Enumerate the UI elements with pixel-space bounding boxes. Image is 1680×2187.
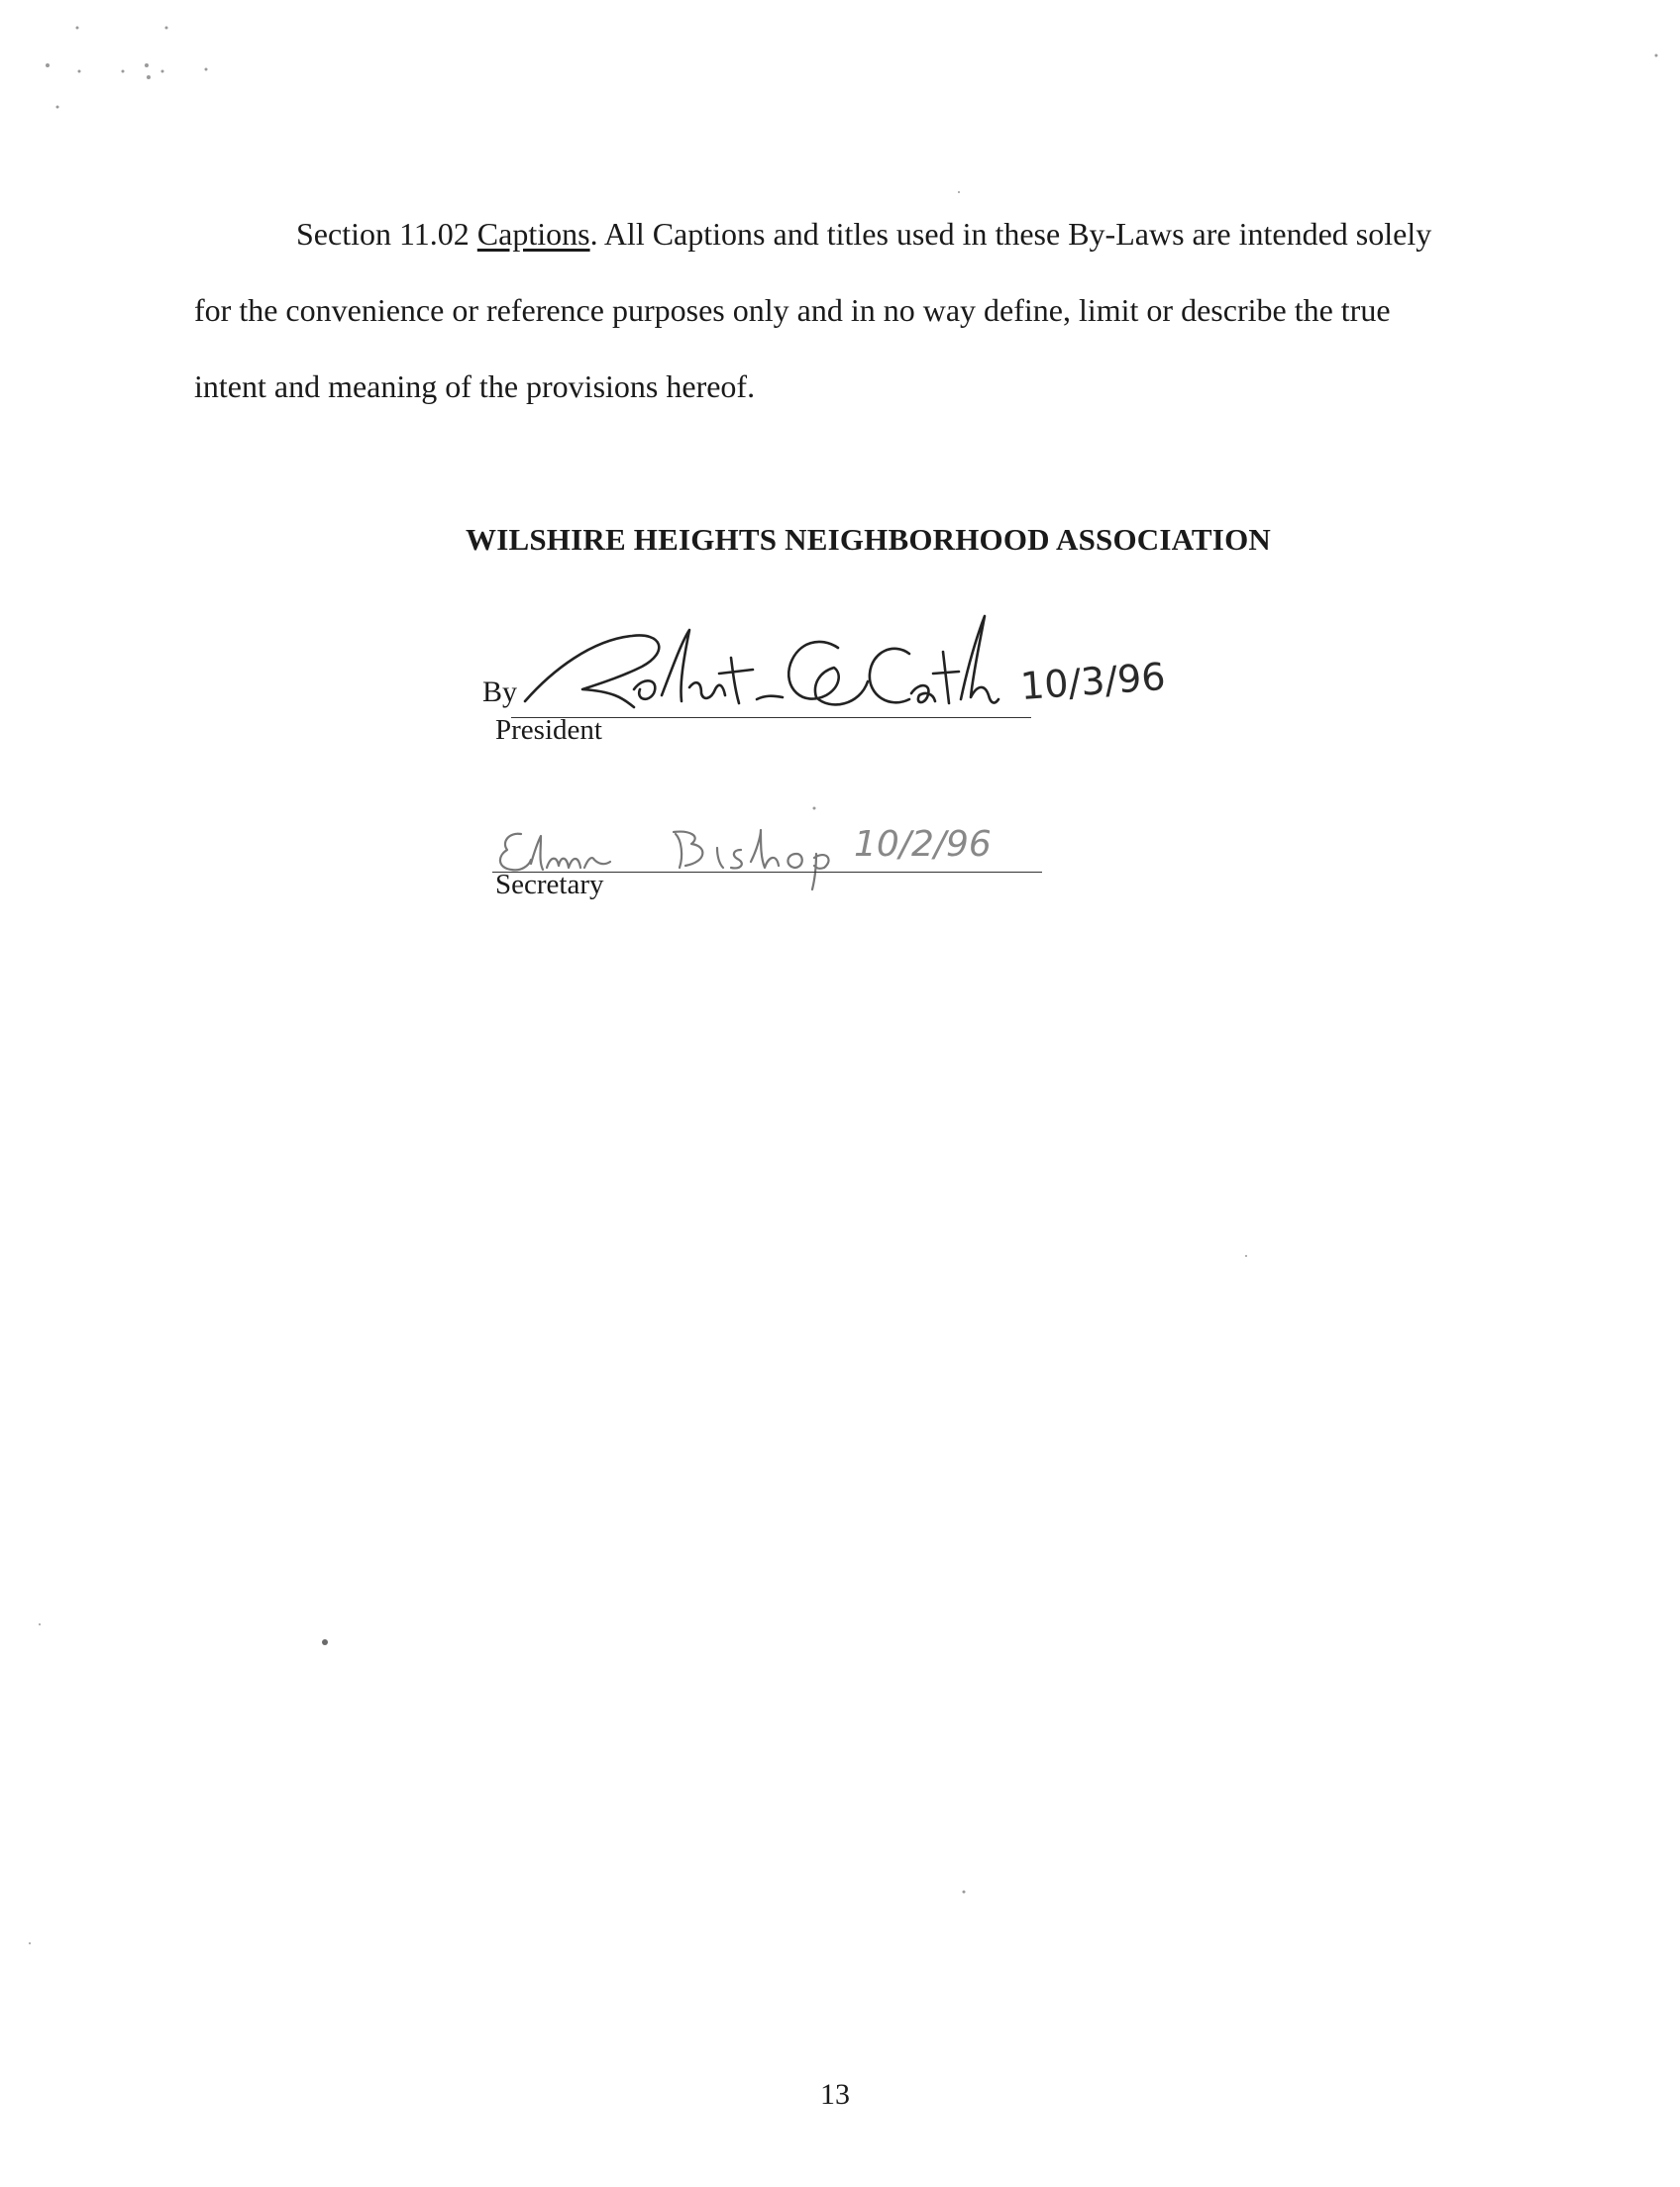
- president-label: President: [495, 714, 602, 746]
- secretary-signature-date: 10/2/96: [854, 824, 992, 865]
- president-signature-date: 10/3/96: [1018, 654, 1167, 709]
- president-signature: [523, 612, 998, 726]
- by-label: By: [482, 676, 518, 708]
- page-number: 13: [820, 2078, 850, 2111]
- paragraph-line-1: [194, 196, 1482, 272]
- secretary-label: Secretary: [495, 869, 604, 900]
- section-paragraph: [194, 196, 1482, 425]
- section-heading: Captions: [476, 216, 590, 252]
- section-text-1: . All Captions and titles used in these By-Laws are intended solely: [589, 216, 1432, 252]
- paragraph-line-3: intent and meaning of the provisions hereof.: [194, 368, 756, 404]
- organization-name: WILSHIRE HEIGHTS NEIGHBORHOOD ASSOCIATION: [466, 522, 1271, 557]
- paragraph-line-2: for the convenience or reference purposes only and in no way define, limit or describe the true: [194, 292, 1391, 328]
- section-number: Section 11.02: [296, 216, 470, 252]
